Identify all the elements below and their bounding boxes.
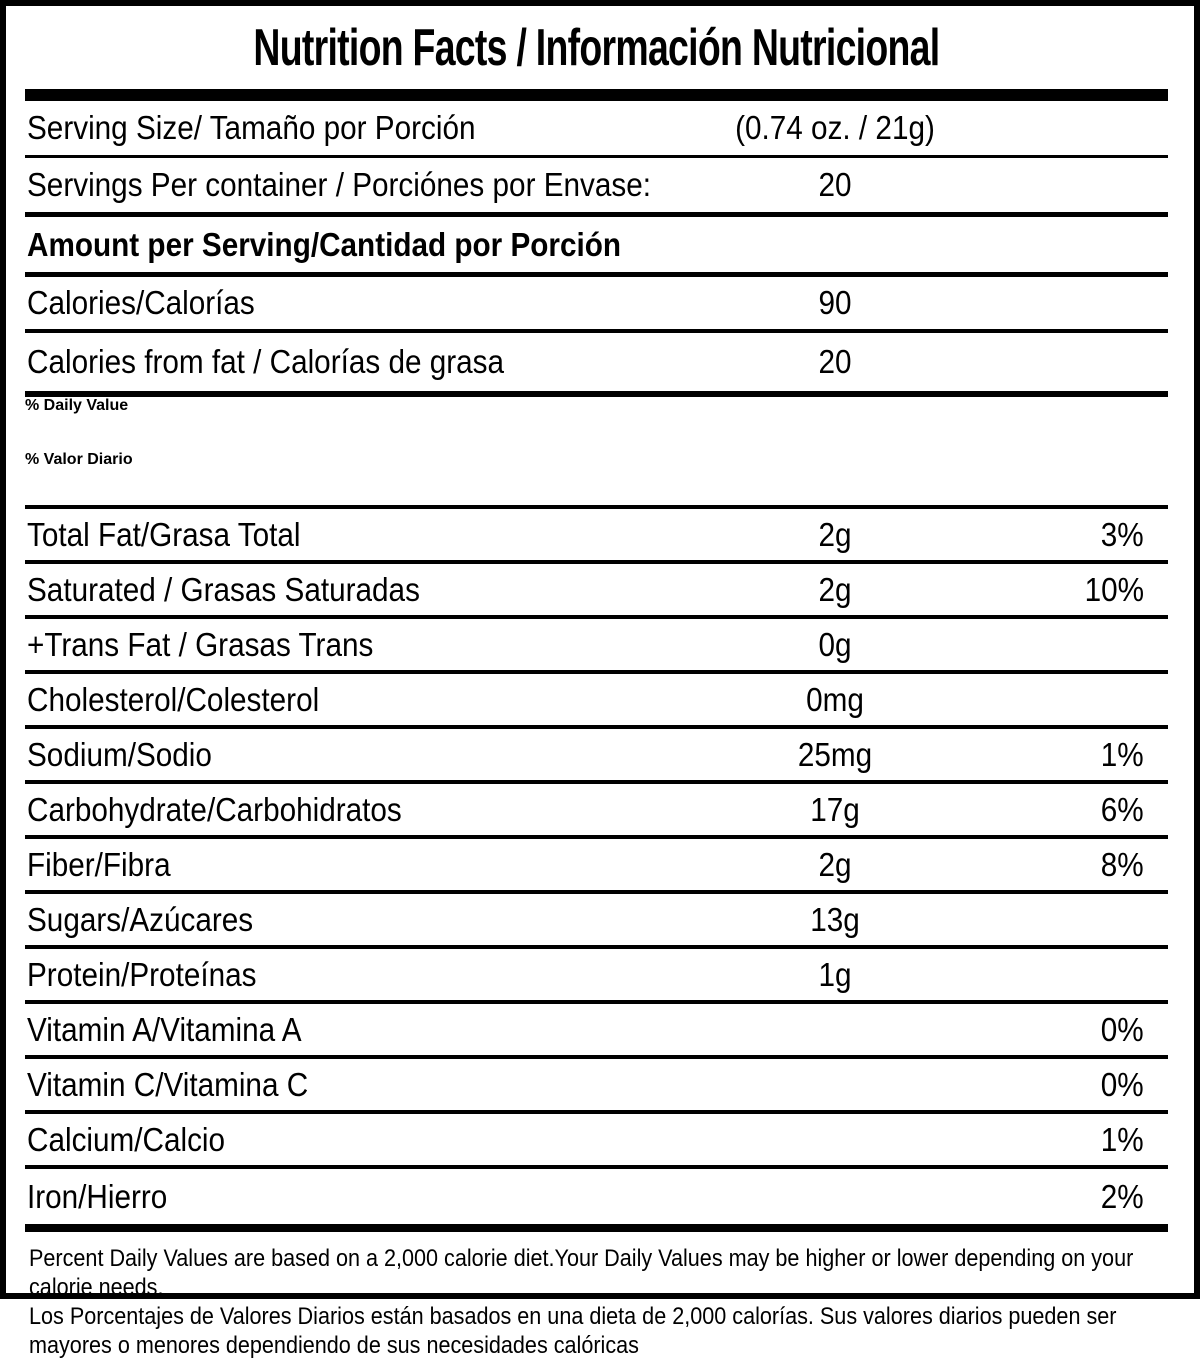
title-separator-bar bbox=[25, 89, 1168, 101]
amount-per-serving-header-row bbox=[25, 217, 1168, 277]
label-content bbox=[6, 6, 1194, 1360]
calories-from-fat-label: Calories from fat / Calorías de grasa bbox=[27, 343, 505, 380]
iron-row bbox=[25, 1169, 1168, 1232]
cholesterol-row bbox=[25, 674, 1168, 729]
label-header bbox=[25, 6, 1168, 89]
fiber-label: Fiber/Fibra bbox=[27, 845, 171, 883]
servings-per-container-row bbox=[25, 158, 1168, 217]
carbohydrate-label: Carbohydrate/Carbohidratos bbox=[27, 790, 402, 828]
footnote-text-block bbox=[29, 1244, 1163, 1360]
daily-value-header-en-row bbox=[25, 397, 1168, 451]
footnote-spanish: Los Porcentajes de Valores Diarios están basados en una dieta de 2,000 calorías. Sus valores diarios pueden ser mayores o menores dependiendo de sus necesidades calóricas bbox=[29, 1303, 1117, 1359]
cholesterol-label: Cholesterol/Colesterol bbox=[27, 680, 320, 718]
sodium-amount: 25mg bbox=[797, 735, 873, 773]
vitamin-a-row bbox=[25, 1004, 1168, 1059]
vitamin-c-row bbox=[25, 1059, 1168, 1114]
calories-row bbox=[25, 277, 1168, 333]
servings-per-container-label: Servings Per container / Porciónes por Envase: bbox=[27, 166, 652, 203]
carbohydrate-row bbox=[25, 784, 1168, 839]
calcium-label: Calcium/Calcio bbox=[27, 1120, 226, 1158]
sodium-percent: 1% bbox=[1101, 735, 1144, 773]
sodium-row bbox=[25, 729, 1168, 784]
cholesterol-amount: 0mg bbox=[806, 680, 864, 718]
calories-label: Calories/Calorías bbox=[27, 284, 255, 321]
servings-per-container-value: 20 bbox=[818, 166, 852, 203]
carbohydrate-amount: 17g bbox=[810, 790, 860, 828]
saturated-fat-label: Saturated / Grasas Saturadas bbox=[27, 570, 420, 608]
vitamin-a-percent: 0% bbox=[1101, 1010, 1144, 1048]
amount-per-serving-header: Amount per Serving/Cantidad por Porción bbox=[27, 225, 622, 263]
serving-size-label: Serving Size/ Tamaño por Porción bbox=[27, 109, 476, 146]
total-fat-row bbox=[25, 509, 1168, 564]
footnote-english: Percent Daily Values are based on a 2,000 calorie diet.Your Daily Values may be higher or lower depending on your calorie needs. bbox=[29, 1245, 1134, 1301]
protein-label: Protein/Proteínas bbox=[27, 955, 257, 993]
iron-percent: 2% bbox=[1101, 1177, 1144, 1215]
total-fat-percent: 3% bbox=[1101, 515, 1144, 553]
carbohydrate-percent: 6% bbox=[1101, 790, 1144, 828]
fiber-row bbox=[25, 839, 1168, 894]
sugars-amount: 13g bbox=[810, 900, 860, 938]
vitamin-a-label: Vitamin A/Vitamina A bbox=[27, 1010, 302, 1048]
trans-fat-label: +Trans Fat / Grasas Trans bbox=[27, 625, 374, 663]
page-title: Nutrition Facts / Información Nutricional bbox=[253, 18, 940, 77]
protein-amount: 1g bbox=[818, 955, 852, 993]
calories-from-fat-value: 20 bbox=[818, 343, 852, 380]
vitamin-c-label: Vitamin C/Vitamina C bbox=[27, 1065, 309, 1103]
saturated-fat-percent: 10% bbox=[1084, 570, 1144, 608]
fiber-amount: 2g bbox=[818, 845, 852, 883]
daily-value-header-en: % Daily Value bbox=[25, 397, 129, 414]
daily-value-header-es: % Valor Diario bbox=[25, 451, 133, 468]
calories-value: 90 bbox=[818, 284, 852, 321]
iron-label: Iron/Hierro bbox=[27, 1177, 168, 1215]
total-fat-amount: 2g bbox=[818, 515, 852, 553]
calories-from-fat-row bbox=[25, 333, 1168, 397]
protein-row bbox=[25, 949, 1168, 1004]
daily-value-header-block bbox=[25, 397, 1168, 509]
calcium-row bbox=[25, 1114, 1168, 1169]
trans-fat-row bbox=[25, 619, 1168, 674]
trans-fat-amount: 0g bbox=[818, 625, 852, 663]
footnote bbox=[25, 1232, 1168, 1360]
fiber-percent: 8% bbox=[1101, 845, 1144, 883]
sodium-label: Sodium/Sodio bbox=[27, 735, 212, 773]
sugars-row bbox=[25, 894, 1168, 949]
serving-size-row bbox=[25, 101, 1168, 158]
saturated-fat-row bbox=[25, 564, 1168, 619]
sugars-label: Sugars/Azúcares bbox=[27, 900, 254, 938]
daily-value-header-es-row bbox=[25, 451, 1168, 505]
serving-size-value: (0.74 oz. / 21g) bbox=[735, 109, 935, 146]
vitamin-c-percent: 0% bbox=[1101, 1065, 1144, 1103]
saturated-fat-amount: 2g bbox=[818, 570, 852, 608]
calcium-percent: 1% bbox=[1101, 1120, 1144, 1158]
total-fat-label: Total Fat/Grasa Total bbox=[27, 515, 301, 553]
